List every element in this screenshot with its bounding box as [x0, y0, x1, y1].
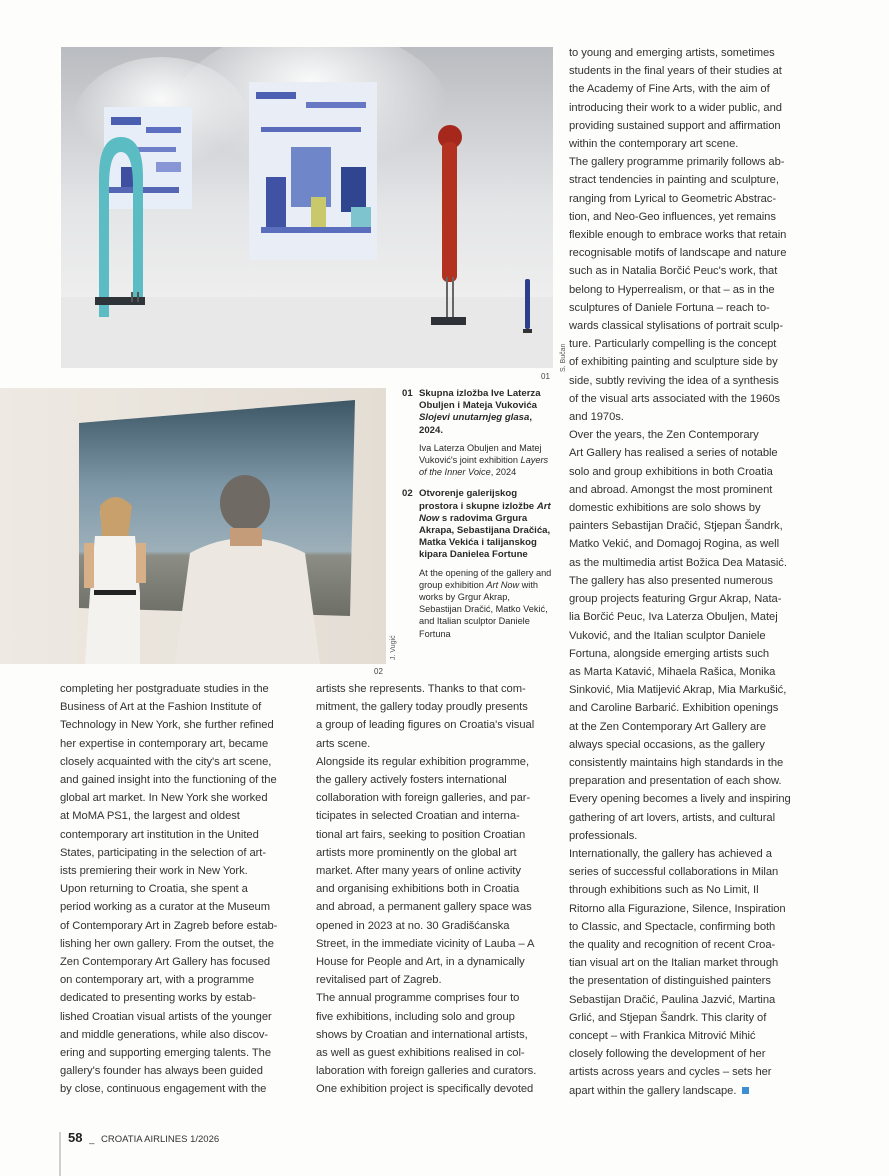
- text-line: the presentation of distinguished painters: [569, 975, 771, 988]
- text-line: Grlić, and Stjepan Šandrk. This clarity of: [569, 1011, 767, 1024]
- photo-opening-image: [0, 388, 386, 664]
- text-line: on contemporary art, with a programme: [60, 974, 255, 987]
- photo-number-01: 01: [541, 372, 550, 381]
- text-line: professionals.: [569, 829, 638, 842]
- photo-credit-02: J. Vugić: [390, 635, 397, 660]
- photo-gallery-exhibition: [61, 47, 553, 368]
- caption-number: 02: [402, 488, 413, 500]
- body-column-right: [569, 44, 814, 1100]
- text-line: lishing her own gallery. From the outset, the: [60, 937, 274, 950]
- footer-inner: [68, 1130, 219, 1145]
- text-line: the gallery actively fosters international: [316, 774, 507, 787]
- text-line: artists she represents. Thanks to that com-: [316, 683, 526, 695]
- text-line: Fortuna, alongside emerging artists such: [569, 647, 770, 660]
- publication-name: CROATIA AIRLINES 1/2026: [101, 1134, 220, 1145]
- text-line: solo and group exhibitions in both Croatia: [569, 465, 773, 478]
- caption-hr-text: [419, 388, 554, 437]
- caption-text-part: At the opening of the gallery and group exhibition: [419, 567, 552, 590]
- text-line: closely following the development of her: [569, 1048, 766, 1061]
- page-number: 58: [68, 1130, 83, 1145]
- text-line: closely acquainted with the city's art scene,: [60, 755, 272, 768]
- text-line: of the visual arts associated with the 1960s: [569, 392, 781, 405]
- text-line: students in the final years of their studies at: [569, 65, 782, 78]
- text-line: of exhibiting painting and sculpture side by: [569, 356, 778, 369]
- text-line: Every opening becomes a lively and inspiring: [569, 793, 791, 806]
- text-line: five exhibitions, including solo and group: [316, 1010, 515, 1023]
- text-line: her expertise in contemporary art, became: [60, 737, 269, 750]
- text-line: recognisable motifs of landscape and nature: [569, 247, 787, 260]
- text-line: tional art fairs, seeking to position Croatian: [316, 828, 526, 841]
- text-line: completing her postgraduate studies in the: [60, 683, 269, 695]
- text-line: and gained insight into the functioning of the: [60, 774, 277, 787]
- text-line: tian visual art on the Italian market through: [569, 957, 779, 970]
- photo-credit-01: S. Bučan: [560, 343, 567, 372]
- page-footer: [60, 1130, 219, 1145]
- text-line: Ritorno alla Figurazione, Silence, Inspiration: [569, 902, 786, 915]
- text-line: Over the years, the Zen Contemporary: [569, 429, 759, 442]
- text-line: at MoMA PS1, the largest and oldest: [60, 810, 240, 823]
- text-line: Business of Art at the Fashion Institute of: [60, 701, 262, 714]
- text-line: as Marta Katavić, Mihaela Rašica, Monika: [569, 665, 776, 678]
- text-line: stract tendencies in painting and sculpture,: [569, 174, 779, 187]
- text-line: ists premiering their work in New York.: [60, 865, 248, 878]
- text-line: Zen Contemporary Art Gallery has focused: [60, 956, 271, 969]
- caption-text-part: Iva Laterza Obuljen and Matej Vuković's joint exhibition: [419, 442, 542, 466]
- text-line: Alongside its regular exhibition programme,: [316, 755, 530, 768]
- text-line: laboration with foreign galleries and curators.: [316, 1065, 537, 1078]
- text-line: Technology in New York, she further refined: [60, 719, 274, 732]
- text-line: and Caroline Barbarić. Exhibition openings: [569, 702, 779, 715]
- photo-number-02: 02: [374, 667, 383, 676]
- text-line: Sebastijan Dračić, Paulina Jazvić, Martina: [569, 993, 776, 1006]
- text-line: arts scene.: [316, 737, 371, 750]
- text-line: artists across years and cycles – sets her: [569, 1066, 772, 1079]
- caption-01: [402, 388, 554, 478]
- text-line: always special occasions, as the gallery: [569, 738, 765, 751]
- photo-gallery-opening: [0, 388, 386, 664]
- text-line: Upon returning to Croatia, she spent a: [60, 883, 248, 896]
- text-line: artists more prominently on the global art: [316, 846, 517, 859]
- text-line: lished Croatian visual artists of the younger: [60, 1010, 272, 1023]
- caption-english: [402, 442, 554, 479]
- text-line: at the Zen Contemporary Art Gallery are: [569, 720, 767, 733]
- text-line: the Academy of Fine Arts, with the aim of: [569, 83, 770, 96]
- text-line: collaboration with foreign galleries, and par-: [316, 792, 531, 805]
- text-line: opened in 2023 at no. 30 Gradišćanska: [316, 919, 510, 932]
- text-line: series of successful collaborations in Milan: [569, 866, 779, 879]
- text-line: to young and emerging artists, sometimes: [569, 47, 775, 59]
- body-column-left: [60, 680, 305, 1099]
- text-line: Art Gallery has realised a series of notable: [569, 447, 778, 460]
- text-line: The annual programme comprises four to: [316, 992, 520, 1005]
- end-of-article-square-icon: [742, 1087, 749, 1094]
- footer-separator: _: [89, 1134, 95, 1145]
- text-line: by close, continuous engagement with the: [60, 1083, 267, 1096]
- text-line: ering and supporting emerging talents. The: [60, 1047, 272, 1060]
- text-line: sculptures of Daniele Fortuna – reach to-: [569, 301, 770, 314]
- caption-text-part: , 2024.: [419, 412, 533, 436]
- caption-hr-text: [419, 488, 554, 561]
- text-line: Matko Vekić, and Domagoj Rogina, as well: [569, 538, 780, 551]
- caption-text-part: with works by Grgur Akrap, Sebastijan Dračić, Matko Vekić, and Italian sculptor Daniele Fortuna: [419, 579, 548, 639]
- text-line: global art market. In New York she worked: [60, 792, 268, 805]
- caption-title-italic: Slojevi unutarnjeg glasa: [419, 412, 530, 424]
- text-line: market. After many years of online activity: [316, 865, 521, 878]
- text-line: Sinković, Mia Matijević Akrap, Mia Markušić,: [569, 684, 787, 697]
- photo-gallery-image: [61, 47, 553, 368]
- text-line: and abroad. Amongst the most prominent: [569, 483, 773, 496]
- text-line: introducing their work to a wider public, and: [569, 101, 782, 114]
- caption-text-part: s radovima Grgura Akrapa, Sebastijana Dračića, Matka Vekića i talijanskog kipara Danielea Fortune: [419, 512, 551, 561]
- text-line: revitalised part of Zagreb.: [316, 974, 442, 987]
- text-line: the quality and recognition of recent Croa-: [569, 938, 776, 951]
- body-column-middle: [316, 680, 556, 1099]
- caption-text-part: , 2024: [490, 467, 517, 478]
- text-line: group projects featuring Grgur Akrap, Nata-: [569, 593, 782, 606]
- text-line: of Contemporary Art in Zagreb before estab-: [60, 919, 278, 932]
- text-line: period working as a curator at the Museum: [60, 901, 270, 914]
- text-line: a group of leading figures on Croatia's visual: [316, 719, 535, 732]
- caption-croatian: [402, 388, 554, 437]
- text-line: Internationally, the gallery has achieved a: [569, 847, 772, 860]
- text-line: apart within the gallery landscape.: [569, 1082, 814, 1100]
- text-line: mitment, the gallery today proudly presents: [316, 701, 528, 714]
- text-line: to Classic, and Spectacle, confirming both: [569, 920, 776, 933]
- text-line: dedicated to presenting works by estab-: [60, 992, 256, 1005]
- caption-text-part: Otvorenje galerijskog prostora i skupne izložbe: [419, 488, 537, 512]
- caption-title-italic: Layers of the Inner Voice: [419, 455, 549, 478]
- caption-number: 01: [402, 388, 413, 399]
- caption-title-italic: Art Now: [486, 579, 520, 590]
- painting-large: [249, 82, 377, 260]
- text-line: belong to Hyperrealism, or that – as in the: [569, 283, 775, 296]
- text-line: contemporary art institution in the United: [60, 828, 259, 841]
- text-line: tion, and Neo-Geo influences, yet remains: [569, 210, 776, 223]
- text-line: ticipates in selected Croatian and interna-: [316, 810, 520, 823]
- text-line: and middle generations, while also discov-: [60, 1028, 269, 1041]
- caption-croatian: [402, 488, 554, 561]
- text-line: painters Sebastijan Dračić, Stjepan Šandrk,: [569, 520, 783, 533]
- text-line: lia Borčić Peuc, Iva Laterza Obuljen, Matej: [569, 611, 778, 624]
- text-line: Street, in the immediate vicinity of Lauba – A: [316, 937, 535, 950]
- text-line: ture. Particularly compelling is the concept: [569, 338, 777, 351]
- caption-english: [402, 567, 554, 640]
- text-line: gallery's founder has always been guided: [60, 1065, 263, 1078]
- text-line: gathering of art lovers, artists, and cultural: [569, 811, 776, 824]
- painting-small: [104, 107, 192, 209]
- photo-captions: [402, 388, 554, 650]
- text-line: wards classical stylisations of portrait sculp-: [569, 320, 784, 333]
- caption-02: [402, 488, 554, 639]
- text-line: Vuković, and the Italian sculptor Daniele: [569, 629, 766, 642]
- text-line: and organising exhibitions both in Croatia: [316, 883, 520, 896]
- text-line: concept – with Frankica Mitrović Mihić: [569, 1029, 756, 1042]
- text-line: such as in Natalia Borčić Peuc's work, that: [569, 265, 778, 278]
- caption-text-part: Skupna izložba Ive Laterza Obuljen i Mateja Vukovića: [419, 388, 541, 412]
- text-line: side, subtly reviving the idea of a synthesis: [569, 374, 779, 387]
- text-line: domestic exhibitions are solo shows by: [569, 502, 761, 515]
- text-line: States, participating in the selection of art-: [60, 846, 267, 859]
- text-line: as well as guest exhibitions realised in col-: [316, 1047, 525, 1060]
- text-line: flexible enough to embrace works that retain: [569, 229, 787, 242]
- text-line: The gallery has also presented numerous: [569, 574, 773, 587]
- text-line: preparation and presentation of each show.: [569, 775, 782, 788]
- text-line: as the multimedia artist Božica Dea Matasić.: [569, 556, 787, 569]
- text-line: shows by Croatian and international artists,: [316, 1028, 528, 1041]
- text-line: House for People and Art, in a dynamically: [316, 956, 525, 969]
- text-line: ranging from Lyrical to Geometric Abstrac-: [569, 192, 777, 205]
- text-line: consistently maintains high standards in the: [569, 756, 784, 769]
- text-line: through exhibitions such as No Limit, Il: [569, 884, 759, 897]
- text-line: and 1970s.: [569, 411, 624, 424]
- text-line: The gallery programme primarily follows ab-: [569, 156, 785, 169]
- text-line: within the contemporary art scene.: [569, 138, 739, 151]
- text-line: providing sustained support and affirmation: [569, 119, 781, 132]
- text-line: One exhibition project is specifically devoted: [316, 1083, 534, 1096]
- text-line: and abroad, a permanent gallery space was: [316, 901, 532, 914]
- caption-title-italic: Art Now: [419, 500, 551, 524]
